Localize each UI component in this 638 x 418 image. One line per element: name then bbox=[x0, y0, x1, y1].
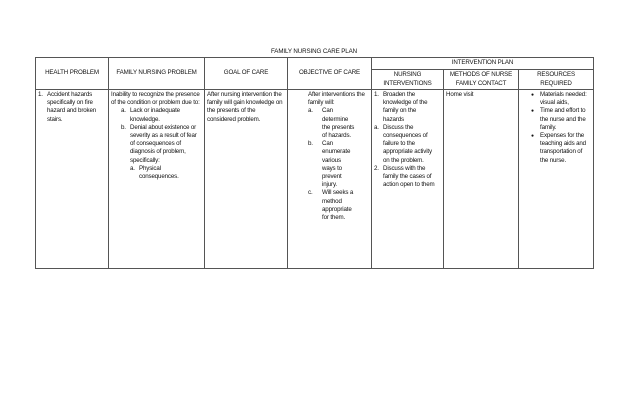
list-marker: 1. bbox=[38, 91, 43, 98]
health-problem-text: Accident hazards specifically on fire hazard and broken stairs. bbox=[47, 91, 97, 123]
header-nursing-interventions: NURSING INTERVENTIONS bbox=[372, 70, 444, 90]
list-item-text: Physical consequences. bbox=[139, 164, 179, 181]
cell-family-problem bbox=[109, 90, 205, 269]
list-item-text: Can determine the presents of hazards. bbox=[322, 107, 355, 140]
list-item-text: Time and effort to the nurse and the family. bbox=[540, 107, 586, 131]
list-item bbox=[121, 124, 202, 165]
care-plan-table bbox=[35, 57, 594, 269]
list-item bbox=[531, 91, 587, 107]
list-marker: a. bbox=[374, 123, 379, 131]
bullet-icon: ● bbox=[531, 133, 534, 140]
bullet-icon: ● bbox=[531, 108, 534, 115]
care-plan-title: FAMILY NURSING CARE PLAN bbox=[270, 48, 358, 55]
goal-text: After nursing intervention the family will gain knowledge on the presents of the considered problem. bbox=[207, 91, 283, 123]
list-item-text: Discuss with the family the cases of action open to them bbox=[383, 164, 435, 189]
list-item bbox=[130, 165, 202, 181]
list-marker: a. bbox=[308, 107, 313, 115]
family-problem-intro: Inability to recognize the presence of the condition or problem due to: bbox=[111, 91, 200, 107]
table-row bbox=[36, 90, 594, 269]
list-item bbox=[121, 107, 202, 123]
list-item-text: Can enumerate various ways to prevent injury. bbox=[322, 140, 351, 189]
list-marker: a. bbox=[130, 164, 135, 172]
list-marker: c. bbox=[308, 189, 313, 197]
header-contact-methods: METHODS OF NURSE FAMILY CONTACT bbox=[444, 70, 519, 90]
list-item bbox=[374, 91, 435, 124]
list-item-text: Broaden the knowledge of the family on the hazards bbox=[383, 91, 428, 123]
list-item bbox=[308, 140, 355, 189]
bullet-icon: ● bbox=[531, 92, 534, 98]
care-plan-sheet bbox=[35, 48, 593, 269]
list-item bbox=[308, 107, 355, 140]
list-item-text: Expenses for the teaching aids and transportation of the nurse. bbox=[540, 132, 586, 164]
objective-intro: After interventions the family will: bbox=[308, 91, 365, 107]
list-item bbox=[308, 189, 355, 222]
list-item bbox=[38, 91, 106, 124]
list-marker: b. bbox=[308, 140, 313, 148]
list-item-text: Denial about existence or severity as a result of fear of consequences of diagnosis of problem, specifically: bbox=[130, 123, 197, 164]
header-family-nursing-problem: FAMILY NURSING PROBLEM bbox=[109, 58, 205, 90]
header-health-problem: HEALTH PROBLEM bbox=[36, 58, 109, 90]
list-marker: 2. bbox=[374, 164, 379, 172]
list-item-text: Lack or inadequate knowledge. bbox=[130, 107, 180, 123]
cell-goal bbox=[205, 90, 288, 269]
list-marker: b. bbox=[121, 123, 126, 131]
cell-interventions bbox=[372, 90, 444, 269]
header-goal-of-care: GOAL OF CARE bbox=[205, 58, 288, 90]
list-item bbox=[531, 107, 587, 132]
list-item-text: Materials needed: visual aids, bbox=[540, 91, 587, 107]
list-item-text: Discuss the consequences of failure to the appropriate activity on the problem. bbox=[383, 123, 432, 164]
list-marker: a. bbox=[121, 107, 126, 115]
header-intervention-plan: INTERVENTION PLAN bbox=[372, 58, 594, 70]
list-marker: 1. bbox=[374, 91, 379, 98]
list-item-text: Will seeks a method appropriate for them. bbox=[322, 189, 354, 222]
cell-health-problem bbox=[36, 90, 109, 269]
list-item bbox=[531, 132, 587, 165]
cell-objective bbox=[288, 90, 372, 269]
cell-resources bbox=[519, 90, 594, 269]
list-item bbox=[374, 165, 435, 190]
cell-contact-method bbox=[444, 90, 519, 269]
header-objective-of-care: OBJECTIVE OF CARE bbox=[288, 58, 372, 90]
list-item bbox=[374, 124, 435, 165]
contact-method-text: Home visit bbox=[446, 91, 474, 98]
header-resources-required: RESOURCES REQUIRED bbox=[519, 70, 594, 90]
